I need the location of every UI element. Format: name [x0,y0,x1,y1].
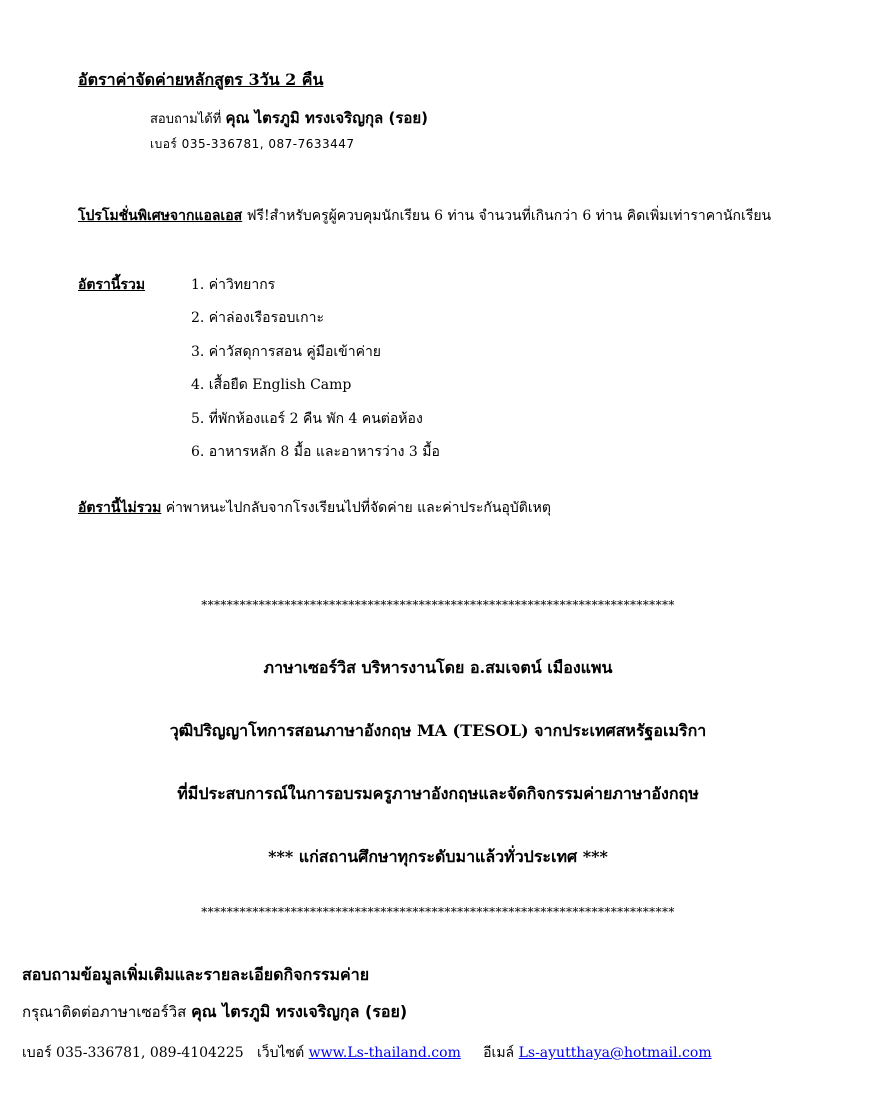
included-item: 1. ค่าวิทยากร [191,277,276,293]
included-item: 5. ที่พักห้องแอร์ 2 คืน พัก 4 คนต่อห้อง [191,410,423,427]
rates-contact [150,106,428,130]
footer-phone: เบอร์ 035-336781, 089-4104225 [22,1045,244,1061]
excluded-line [78,497,551,519]
email-link[interactable]: Ls-ayutthaya@hotmail.com [518,1045,712,1061]
footer-heading: สอบถามข้อมูลเพิ่มเติมและรายละเอียดกิจกรรมค่าย [22,965,370,984]
included-item: 3. ค่าวัสดุการสอน คู่มือเข้าค่าย [191,343,382,360]
rates-phone: เบอร์ 035-336781, 087-7633447 [150,137,355,151]
about-line-4: *** แก่สถานศึกษาทุกระดับมาแล้วทั่วประเทศ *** [268,847,608,866]
rates-heading: อัตราค่าจัดค่ายหลักสูตร 3วัน 2 คืน [78,70,324,89]
footer-contact-name: คุณ ไตรภูมิ ทรงเจริญกุล (รอย) [191,1002,408,1021]
footer-email-label: อีเมล์ [483,1045,515,1061]
footer-website-label: เว็บไซต์ [257,1045,305,1061]
footer-links-line [22,1042,712,1064]
excluded-text: ค่าพาหนะไปกลับจากโรงเรียนไปที่จัดค่าย และค่าประกันอุบัติเหตุ [165,500,551,516]
rates-contact-prefix: สอบถามได้ที่ [150,112,222,127]
included-item: 6. อาหารหลัก 8 มื้อ และอาหารว่าง 3 มื้อ [191,443,440,460]
included-list [191,274,440,474]
included-item: 2. ค่าล่องเรือรอบเกาะ [191,310,325,327]
promo-text: ฟรี!สำหรับครูผู้ควบคุมนักเรียน 6 ท่าน จำนวนที่เกินกว่า 6 ท่าน คิดเพิ่มเท่าราคานักเรียน [246,208,772,224]
included-label: อัตรานี้รวม [78,277,146,293]
promo-label: โปรโมชั่นพิเศษจากแอลเอส [78,208,243,224]
included-item: 4. เสื้อยืด English Camp [191,377,352,394]
about-line-3: ที่มีประสบการณ์ในการอบรมครูภาษาอังกฤษและจัดกิจกรรมค่ายภาษาอังกฤษ [177,784,699,803]
promo-line [78,205,771,227]
about-line-2: วุฒิปริญญาโทการสอนภาษาอังกฤษ MA (TESOL) จากประเทศสหรัฐอเมริกา [169,721,707,740]
divider-stars-bottom: ************************************************************************** [201,905,675,919]
rates-contact-name: คุณ ไตรภูมิ ทรงเจริญกุล (รอย) [225,109,429,127]
about-line-1: ภาษาเซอร์วิส บริหารงานโดย อ.สมเจตน์ เมืองแพน [263,658,613,677]
footer-contact [22,1000,407,1025]
footer-contact-prefix: กรุณาติดต่อภาษาเซอร์วิส [22,1003,187,1021]
website-link[interactable]: www.Ls-thailand.com [308,1045,461,1061]
divider-stars-top: ************************************************************************** [201,598,675,612]
excluded-label: อัตรานี้ไม่รวม [78,500,162,516]
